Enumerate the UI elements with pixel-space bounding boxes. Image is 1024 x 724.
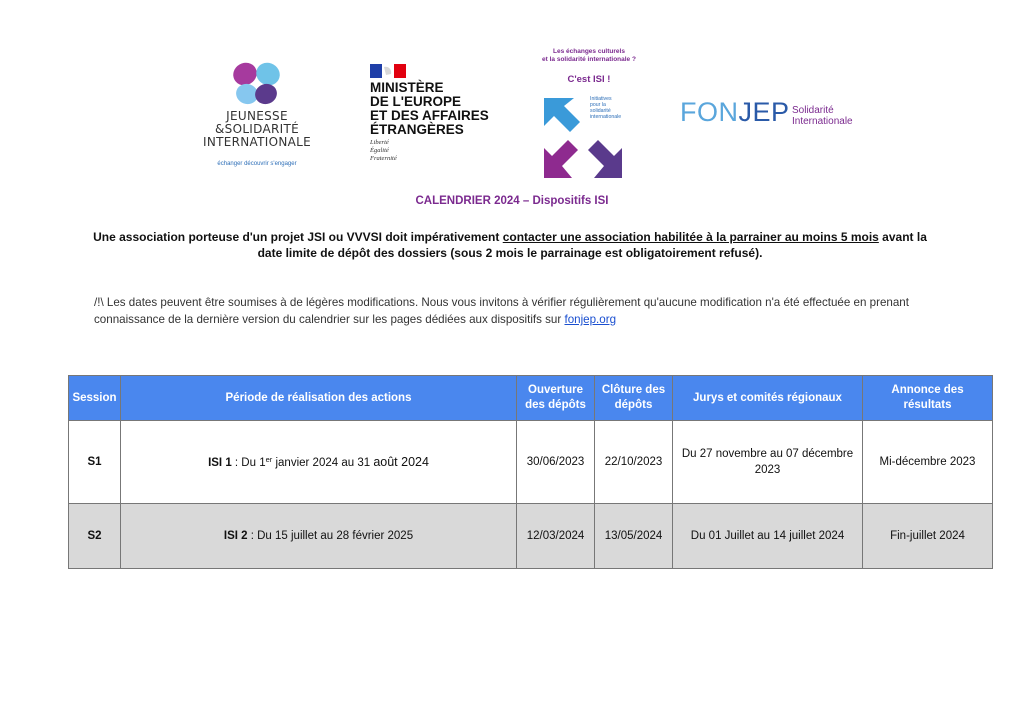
periode-label: ISI 1	[208, 456, 232, 469]
warning-paragraph	[80, 229, 940, 261]
table-row	[69, 421, 993, 504]
periode-text: : Du 15 juillet au 28 février 2025	[247, 530, 414, 542]
cell-ouverture: 12/03/2024	[517, 504, 595, 569]
isi-desc-line: internationale	[590, 114, 622, 120]
isi-tagline-2: et la solidarité internationale ?	[542, 56, 636, 63]
periode-label: ISI 2	[223, 530, 248, 542]
cell-periode	[121, 504, 517, 569]
table-header-row	[69, 376, 993, 421]
fonjep-sub1: Solidarité	[792, 105, 834, 116]
cell-cloture: 13/05/2024	[595, 504, 673, 569]
isi-desc-line: Initiatives	[590, 96, 612, 102]
mae-title-line: MINISTÈRE	[370, 80, 444, 95]
header-cloture: Clôture des dépôts	[595, 376, 673, 421]
mae-title-line: DE L'EUROPE	[370, 94, 461, 109]
cell-periode	[121, 421, 517, 504]
cell-cloture: 22/10/2023	[595, 421, 673, 504]
mae-motto-line: Liberté	[370, 139, 389, 146]
isi-desc-line: pour la	[590, 102, 606, 108]
mae-title-line: ÉTRANGÈRES	[370, 122, 464, 137]
mae-motto-line: Égalité	[370, 147, 389, 154]
cell-annonce: Fin-juillet 2024	[863, 504, 993, 569]
isi-tagline-1: Les échanges culturels	[553, 48, 625, 55]
fonjep-sub2: Internationale	[792, 116, 853, 127]
periode-prefix: : Du 1	[231, 456, 266, 469]
fonjep-logo	[680, 96, 880, 136]
warning-part2: avant la date limite de dépôt des dossiers (sous 2 mois le parrainage est obligatoirement refusé).	[257, 230, 927, 260]
cell-session: S1	[69, 421, 121, 504]
header-session: Session	[69, 376, 121, 421]
header-ouverture: Ouverture des dépôts	[517, 376, 595, 421]
note-text: /!\ Les dates peuvent être soumises à de légères modifications. Nous vous invitons à vérifier régulièrement qu'aucune modification n'a été effectuée en prenant connaissance de la dernière version du calendrier sur les pages dédiées aux dispositifs sur	[94, 296, 909, 326]
ministere-logo	[370, 64, 500, 168]
isi-desc-line: solidarité	[590, 108, 611, 114]
fonjep-part1: FON	[680, 97, 739, 127]
isi-logo	[530, 48, 648, 178]
periode-end: août 2024	[373, 454, 429, 469]
disclaimer-note	[94, 294, 974, 328]
table-row	[69, 504, 993, 569]
header-annonce: Annonce des résultats	[863, 376, 993, 421]
jsi-butterfly-icon	[198, 60, 316, 112]
marianne-flag-icon	[370, 64, 408, 78]
cell-annonce: Mi-décembre 2023	[863, 421, 993, 504]
isi-cest: C'est ISI !	[567, 74, 611, 85]
jsi-tagline: échanger découvrir s'engager	[217, 161, 297, 167]
page-title: CALENDRIER 2024 – Dispositifs ISI	[415, 195, 609, 207]
jsi-line1: JEUNESSE	[226, 109, 288, 123]
jsi-line2: &SOLIDARITÉ	[215, 122, 299, 136]
cell-jurys: Du 27 novembre au 07 décembre 2023	[673, 421, 863, 504]
jsi-logo	[198, 60, 316, 172]
periode-mid: janvier 2024 au 31	[272, 456, 374, 469]
jsi-line3: INTERNATIONALE	[203, 135, 311, 149]
cell-jurys: Du 01 Juillet au 14 juillet 2024	[673, 504, 863, 569]
mae-motto-line: Fraternité	[370, 155, 397, 162]
cell-session: S2	[69, 504, 121, 569]
calendar-table	[68, 375, 993, 569]
fonjep-link[interactable]: fonjep.org	[564, 313, 617, 326]
header-jurys: Jurys et comités régionaux	[673, 376, 863, 421]
warning-part1: Une association porteuse d'un projet JSI ou VVVSI doit impérativement	[93, 230, 503, 244]
cell-ouverture: 30/06/2023	[517, 421, 595, 504]
fonjep-part2: JEP	[738, 97, 790, 127]
header-periode: Période de réalisation des actions	[121, 376, 517, 421]
periode-sup: er	[265, 454, 273, 464]
warning-underlined: contacter une association habilitée à la parrainer au moins 5 mois	[502, 230, 879, 244]
mae-title-line: ET DES AFFAIRES	[370, 108, 489, 123]
